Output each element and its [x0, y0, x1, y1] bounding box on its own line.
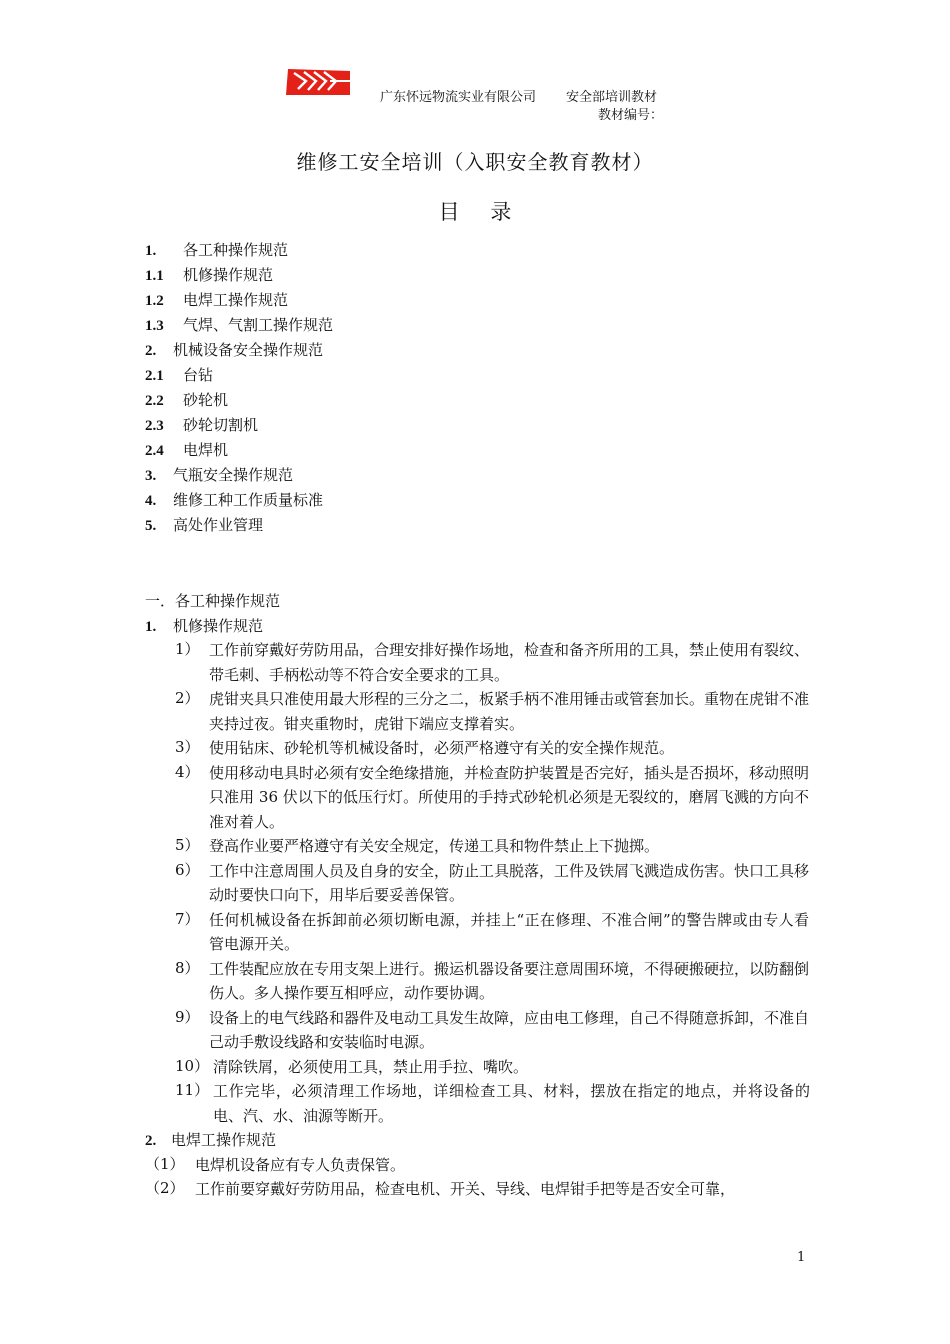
list-item [145, 908, 810, 957]
list-item-text: 使用钻床、砂轮机等机械设备时，必须严格遵守有关的安全操作规范。 [209, 739, 675, 757]
toc-item-label: 气瓶安全操作规范 [173, 466, 294, 484]
toc-item [145, 338, 333, 363]
list-item [145, 1006, 810, 1055]
toc-title: 目 录 [438, 200, 524, 224]
list-item-number: 9） [175, 1007, 200, 1026]
list-item-text: 工作前要穿戴好劳防用品，检查电机、开关、导线、电焊钳手把等是否安全可靠， [195, 1180, 736, 1198]
toc-item [145, 413, 333, 438]
list-item-number: 5） [175, 836, 200, 854]
header-doc-number: 教材编号： [598, 108, 664, 123]
toc-item-number: 2.2 [145, 393, 164, 409]
list-item-text: 登高作业要严格遵守有关安全规定，传递工具和物件禁止上下抛掷。 [209, 837, 660, 855]
subsection-number: 2. [145, 1133, 157, 1149]
list-item-number: 1） [175, 640, 200, 658]
list-item-number: （1） [145, 1154, 185, 1173]
list-item-number: （2） [145, 1179, 185, 1197]
toc-item-number: 1.3 [145, 318, 164, 334]
toc-item-number: 2. [145, 343, 157, 359]
header-dept: 安全部培训教材 [566, 90, 658, 105]
toc-item [145, 513, 333, 538]
list-item-text: 任何机械设备在拆卸前必须切断电源，并挂上“正在修理、不准合闸”的警告牌或由专人看管电源开关。 [209, 910, 809, 953]
list-item-text: 设备上的电气线路和器件及电动工具发生故障，应由电工修理，自己不得随意拆卸，不准自己动手敷设线路和安装临时电源。 [209, 1008, 810, 1051]
list-item [145, 957, 810, 1006]
toc-item-label: 台钻 [183, 366, 214, 384]
document-body [145, 589, 810, 1202]
list-item [145, 834, 810, 859]
list-item-text: 虎钳夹具只准使用最大形程的三分之二，板紧手柄不准用锤击或管套加长。重物在虎钳不准夹持过夜。钳夹重物时，虎钳下端应支撑着实。 [209, 690, 810, 733]
toc-item-number: 1.1 [145, 268, 164, 284]
list-item [145, 761, 810, 835]
toc-item-label: 各工种操作规范 [183, 241, 289, 259]
toc-item [145, 313, 333, 338]
list-item-text: 工件装配应放在专用支架上进行。搬运机器设备要注意周围环境，不得硬搬硬拉，以防翻倒伤人。多人操作要互相呼应，动作要协调。 [209, 959, 810, 1002]
list-item [145, 1079, 810, 1128]
list-item-number: 4） [175, 762, 200, 781]
list-item [145, 1153, 810, 1178]
toc-item-label: 气焊、气割工操作规范 [183, 316, 334, 334]
subsection-title: 机修操作规范 [173, 616, 264, 635]
list-item [145, 638, 810, 687]
toc-item-label: 砂轮切割机 [183, 416, 259, 434]
list-item-number: 8） [175, 958, 200, 977]
list-item [145, 736, 810, 761]
toc-item-number: 3. [145, 468, 157, 484]
list-item-number: 7） [175, 909, 200, 928]
page-number: 1 [797, 1250, 806, 1265]
toc-item-number: 2.3 [145, 418, 164, 434]
toc-item-label: 高处作业管理 [173, 516, 264, 534]
list-item-text: 使用移动电具时必须有安全绝缘措施，并检查防护装置是否完好，插头是否损坏，移动照明只准用 36 伏以下的低压行灯。所使用的手持式砂轮机必须是无裂纹的，磨屑飞溅的方向不准对着人。 [209, 763, 810, 831]
toc-item-number: 5. [145, 518, 157, 534]
toc-item-label: 维修工种工作质量标准 [173, 491, 324, 509]
list-item-number: 3） [175, 738, 200, 756]
toc-item-number: 1.2 [145, 293, 164, 309]
toc-item-number: 2.4 [145, 443, 164, 459]
section-heading: 一．各工种操作规范 [145, 592, 281, 610]
list-item-text: 工作中注意周围人员及自身的安全，防止工具脱落，工件及铁屑飞溅造成伤害。快口工具移动时要快口向下，用毕后要妥善保管。 [209, 861, 810, 904]
toc-item [145, 363, 333, 388]
list-item [145, 859, 810, 908]
list-item-text: 清除铁屑，必须使用工具，禁止用手拉、嘴吹。 [213, 1057, 529, 1076]
subsection-heading [145, 614, 810, 639]
list-item-number: 2） [175, 689, 200, 707]
toc-item [145, 263, 333, 288]
list-item [145, 1055, 810, 1080]
toc-item-label: 砂轮机 [183, 391, 229, 409]
toc-item [145, 438, 333, 463]
toc-item-label: 机械设备安全操作规范 [173, 341, 324, 359]
toc-item [145, 238, 333, 263]
toc-item-label: 电焊机 [183, 441, 229, 459]
toc-item-number: 2.1 [145, 368, 164, 384]
toc-item [145, 288, 333, 313]
subsection-number: 1. [145, 618, 157, 635]
toc-item-label: 机修操作规范 [183, 266, 274, 284]
list-item-number: 6） [175, 860, 200, 879]
toc-item [145, 463, 333, 488]
list-item-text: 电焊机设备应有专人负责保管。 [195, 1155, 406, 1174]
list-item-number: 10） [175, 1056, 210, 1075]
list-item-number: 11） [175, 1081, 210, 1099]
toc-item-number: 1. [145, 243, 157, 259]
list-item-text: 工作前穿戴好劳防用品，合理安排好操作场地，检查和备齐所用的工具，禁止使用有裂纹、带毛刺、手柄松动等不符合安全要求的工具。 [209, 641, 810, 684]
subsection-title: 电焊工操作规范 [171, 1131, 277, 1149]
toc-item [145, 488, 333, 513]
header-company: 广东怀远物流实业有限公司 [380, 90, 537, 105]
list-item [145, 1177, 810, 1202]
list-item-text: 工作完毕，必须清理工作场地，详细检查工具、材料，摆放在指定的地点，并将设备的电、汽、水、油源等断开。 [213, 1082, 810, 1125]
company-logo-icon [284, 67, 352, 97]
toc-item-number: 4. [145, 493, 157, 509]
subsection-heading [145, 1128, 810, 1153]
toc-item [145, 388, 333, 413]
document-title: 维修工安全培训（入职安全教育教材） [296, 150, 654, 174]
table-of-contents [145, 238, 333, 538]
list-item [145, 687, 810, 736]
toc-item-label: 电焊工操作规范 [183, 291, 289, 309]
